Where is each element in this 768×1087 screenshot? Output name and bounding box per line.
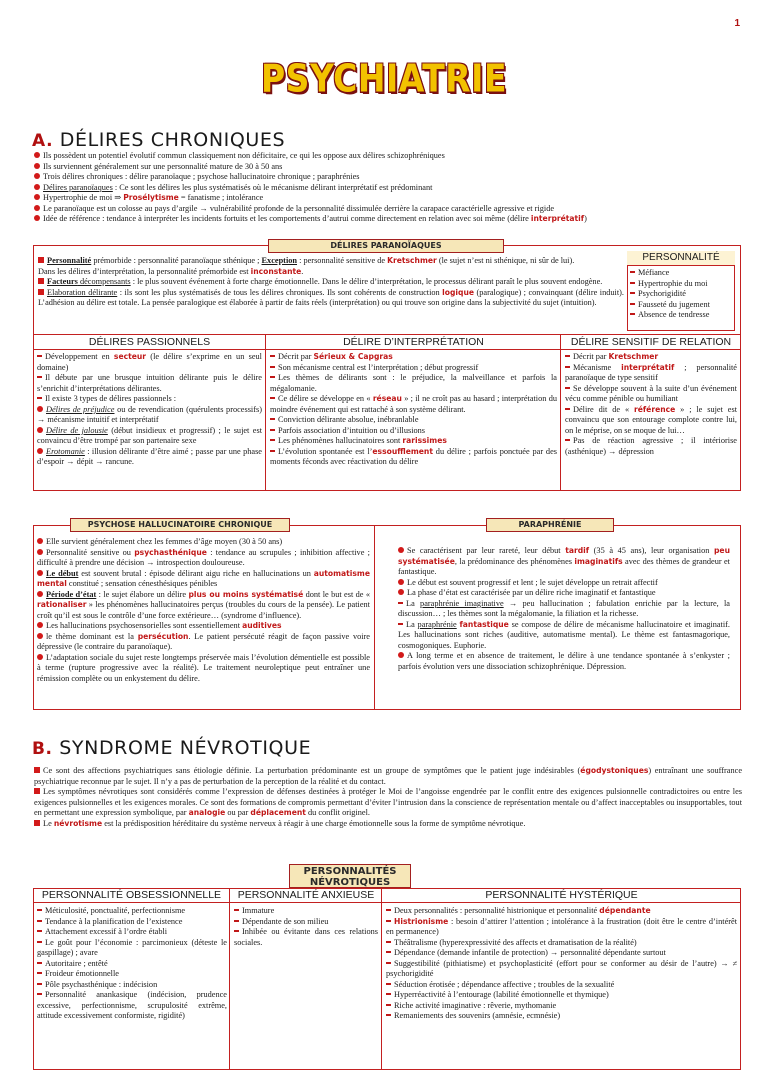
paraphrenie-content: Se caractérisent par leur rareté, leur début tardif (35 à 45 ans), leur organisation peu systématisée, la prédominance des phénomènes imaginatifs avec des thèmes de grandeur et fantastique. Le début est souvent progressif et lent ; le sujet développe un retrait affectif La phase d’état est caractérisée par un délire riche imaginatif et fantastique La paraphrénie imaginative → peu hallucination ; fabulation enrichie par la lecture, la discussion… ; les thèmes sont la mégalomanie, la filiation et la richesse. La paraphrénie fantastique se compose de délire de mécanisme hallucinatoire et imaginatif. Les hallucinations sont riches (auditive, automatisme mental). Le thème est fantasmagorique, cosmogoniques. Euphorie. A long terme et en absence de traitement, le délire à une tendance spontanée à s’enkyster ; parfois évolution vers une dissociation schizophrénique. Dépression.	[398, 546, 731, 671]
list-item: Attachement excessif à l’ordre établi	[37, 927, 227, 938]
list-item: Idée de référence : tendance à interpréter les incidents fortuits et les comportements d’autrui comme directement en relation avec soi même (délire interprétatif)	[34, 214, 742, 225]
section-b-text: Ce sont des affections psychiatriques sans étiologie définie. La perturbation prédominante est un groupe de symptômes que le patient juge indésirables (égodystoniques) entraînant une souffrance psychiatrique reconnue par le sujet. Il n’y a pas de perturbation de la perception de la réalité et du contact. Les symptômes névrotiques sont considérés comme l’expression de défenses destinées à protéger le Moi de l’angoisse engendrée par le conflit entre des exigences pulsionnelle contradictoires ou entre les exigences pulsionnelles et les exigences morales. Ce sont des formations de compromis permettant d’éviter l’intrusion dans la conscience de représentation mentale ou d’affect inacceptables ou insupportables, tout en permettant une expression symbolique, par analogie ou par déplacement du conflit originel. Le névrotisme est la prédisposition héréditaire du système nerveux à réagir à une charge émotionnelle sous la forme de symptôme névrotique.	[34, 766, 742, 828]
list-item: Trois délires chroniques : délire paranoïaque ; psychose hallucinatoire chronique ; paraphrénies	[34, 172, 742, 183]
page-title: PSYCHIATRIE	[260, 56, 507, 101]
list-item: Absence de tendresse	[630, 310, 734, 321]
col-interpretation: Décrit par Sérieux & Capgras Son mécanisme central est l’interprétation ; début progressif Les thèmes de délirants sont : le préjudice, la malveillance et parfois la mégalomanie. Ce délire se développe en « réseau » ; il ne croît pas au hasard ; interprétation du moindre événement qui est rattaché à son système délirant. Conviction délirante absolue, inébranlable Parfois association d’intuition ou d’illusions Les phénomènes hallucinatoires sont rarissimes L’évolution spontanée est l’essoufflement du délire ; parfois ponctuée par des moments féconds avec réactivation du délire	[270, 352, 557, 467]
list-item: Séduction érotisée ; dépendance affective ; troubles de la sexualité	[386, 980, 737, 991]
hysterique-list	[386, 906, 737, 1022]
list-item: Froideur émotionnelle	[37, 969, 227, 980]
list-item: Méticulosité, ponctualité, perfectionnisme	[37, 906, 227, 917]
obsessionnelle-list	[37, 906, 227, 1022]
section-a-bullets	[34, 151, 742, 225]
page-number: 1	[734, 18, 740, 29]
list-item: Personnalité anankasique (indécision, prudence excessive, perfectionnisme, scrupulosité extrême, attitude excessivement conformiste, rigidité)	[37, 990, 227, 1021]
header-hysterique: PERSONNALITÉ HYSTÉRIQUE	[485, 889, 638, 901]
phc-tag: PSYCHOSE HALLUCINATOIRE CHRONIQUE	[70, 518, 290, 532]
list-item: Ils possèdent un potentiel évolutif commun classiquement non déficitaire, ce qui les oppose aux délires schizophréniques	[34, 151, 742, 162]
list-item: Théâtralisme (hyperexpressivité des affects et dramatisation de la réalité)	[386, 938, 737, 949]
phc-content: Elle survient généralement chez les femmes d’âge moyen (30 à 50 ans) Personnalité sensitive ou psychasthénique : tendance au scrupules ; inhibition affective ; difficulté à prendre une décision → introspection douloureuse. Le début est souvent brutal : épisode délirant aigu riche en hallucinations un automatisme mental constitué ; sensation cénesthésiques pénibles Période d’état : le sujet élabore un délire plus ou moins systématisé dont le but est de « rationaliser » les phénomènes hallucinatoires perçus (troubles du cours de la pensée). Le patient croît qu’il est sous le contrôle d’une force extérieure… (syndrome d’influence). Les hallucinations psychosensorielles sont essentiellement auditives le thème dominant est la persécution. Le patient persécuté réagit de façon passive voire dépressive (le contraire du paranoïaque). L’adaptation sociale du sujet reste longtemps préservée mais l’évolution démentielle est possible à terme (rupture progressive avec la réalité). Le traitement neuroleptique peut entraîner une rémission complète ou un enkystement du délire.	[37, 537, 370, 683]
col-sensitif: Décrit par Kretschmer Mécanisme interprétatif ; personnalité paranoïaque de type sensitif Se développe souvent à la suite d’un événement vécu comme pénible ou humiliant Délire dit de « référence » ; le sujet est convaincu que son entourage complote contre lui, on le méprise, on se moque de lui… Pas de réaction agressive ; il intériorise (asthénique) → dépression	[565, 352, 738, 456]
section-a-letter: A.	[32, 131, 54, 151]
list-item: Suggestibilité (pithiatisme) et psychoplasticité (effort pour se conformer au désir de l’autre) → ≠ psychorigidité	[386, 958, 737, 979]
section-a-heading	[32, 128, 285, 153]
section-b-title: SYNDROME NÉVROTIQUE	[59, 737, 312, 759]
list-item: Immature	[234, 906, 378, 917]
list-item: Deux personnalités : personnalité histrionique et personnalité dépendante	[386, 906, 737, 917]
neurotic-tag: PERSONNALITÉS NÉVROTIQUES	[289, 864, 411, 888]
list-item: Fausseté du jugement	[630, 300, 734, 311]
header-anxieuse: PERSONNALITÉ ANXIEUSE	[237, 889, 375, 901]
list-item: Méfiance	[630, 268, 734, 279]
section-a-title: DÉLIRES CHRONIQUES	[59, 129, 286, 151]
anxieuse-list	[234, 906, 378, 948]
col-header-interpretation: DÉLIRE D’INTERPRÉTATION	[343, 336, 484, 348]
section-b-heading	[32, 736, 311, 761]
list-item: Inhibée ou évitante dans ces relations sociales.	[234, 927, 378, 947]
paranoia-intro: Personnalité prémorbide : personnalité paranoïaque sthénique ; Exception : personnalité sensitive de Kretschmer (le sujet n’est ni sthénique, ni sûr de lui). Dans les délires d’interprétation, la personnalité prémorbide est inconstante. Facteurs décompensants : le plus souvent événement à forte charge émotionnelle. Dans le délire d’interprétation, le processus délirant paraît le plus souvent endogène. Elaboration délirante : ils sont les plus systématisés de tous les délires chroniques. Ils sont cohérents de construction logique (paralogique) ; convainquant (délire induit). L’adhésion au délire est totale. La pensée paralogique est élaborée à partir de faits réels (interprétation) ou qui trouve son origine dans la subjectivité du sujet (intuition).	[38, 256, 624, 308]
list-item: Tendance à la planification de l’existence	[37, 917, 227, 928]
list-item: Le paranoïaque est un colosse au pays d’argile → vulnérabilité profonde de la personnalité dissimulée derrière la carapace caractérielle agressive et rigide	[34, 204, 742, 215]
list-item: Dépendance (demande infantile de protection) → personnalité dépendante surtout	[386, 948, 737, 959]
list-item: Ils surviennent généralement sur une personnalité mature de 30 à 50 ans	[34, 162, 742, 173]
col-passionnels: Développement en secteur (le délire s’exprime en un seul domaine) Il débute par une brusque intuition délirante puis le délire s’enrichit d’interprétations délirantes. Il existe 3 types de délires passionnels : Délires de préjudice ou de revendication (quérulents processifs) → mécanisme intuitif et interprétatif Délire de jalousie (début insidieux et progressif) ; le sujet est convaincu d’être trompé par son partenaire sexe Erotomanie : illusion délirante d’être aimé ; passe par une phase d’espoir → dépit → rancune.	[37, 352, 263, 467]
section-b-letter: B.	[32, 739, 53, 759]
list-item: Psychorigidité	[630, 289, 734, 300]
paranoia-tag: DÉLIRES PARANOÏAQUES	[268, 239, 504, 253]
list-item: Le goût pour l’économie : parcimonieux (déteste le gaspillage) ; avare	[37, 937, 227, 958]
list-item: Histrionisme : besoin d’attirer l’attention ; intolérance à la frustration (doit être le centre d’intérêt en permanence)	[386, 916, 737, 937]
list-item: Hypertrophie de moi ⇒ Prosélytisme = fanatisme ; intolérance	[34, 193, 742, 204]
header-obsessionnelle: PERSONNALITÉ OBSESSIONNELLE	[41, 889, 222, 901]
paraphrenie-tag: PARAPHRÉNIE	[486, 518, 614, 532]
list-item: Autoritaire ; entêté	[37, 959, 227, 970]
col-header-sensitif: DÉLIRE SENSITIF DE RELATION	[570, 336, 732, 348]
list-item: Dépendante de son milieu	[234, 917, 378, 928]
col-header-passionnels: DÉLIRES PASSIONNELS	[88, 336, 211, 348]
list-item: Hypertrophie du moi	[630, 279, 734, 290]
list-item: Hyperréactivité à l’entourage (labilité émotionnelle et thymique)	[386, 990, 737, 1001]
list-item: Riche activité imaginative : rêverie, mythomanie	[386, 1001, 737, 1012]
list-item: Pôle psychasthénique : indécision	[37, 980, 227, 991]
list-item: Remaniements des souvenirs (amnésie, ecmnésie)	[386, 1011, 737, 1022]
personality-title: PERSONNALITÉ	[627, 251, 735, 266]
list-item: Délires paranoïaques : Ce sont les délires les plus systématisés où le mécanisme délirant interprétatif est prédominant	[34, 183, 742, 194]
personality-list	[630, 268, 734, 321]
